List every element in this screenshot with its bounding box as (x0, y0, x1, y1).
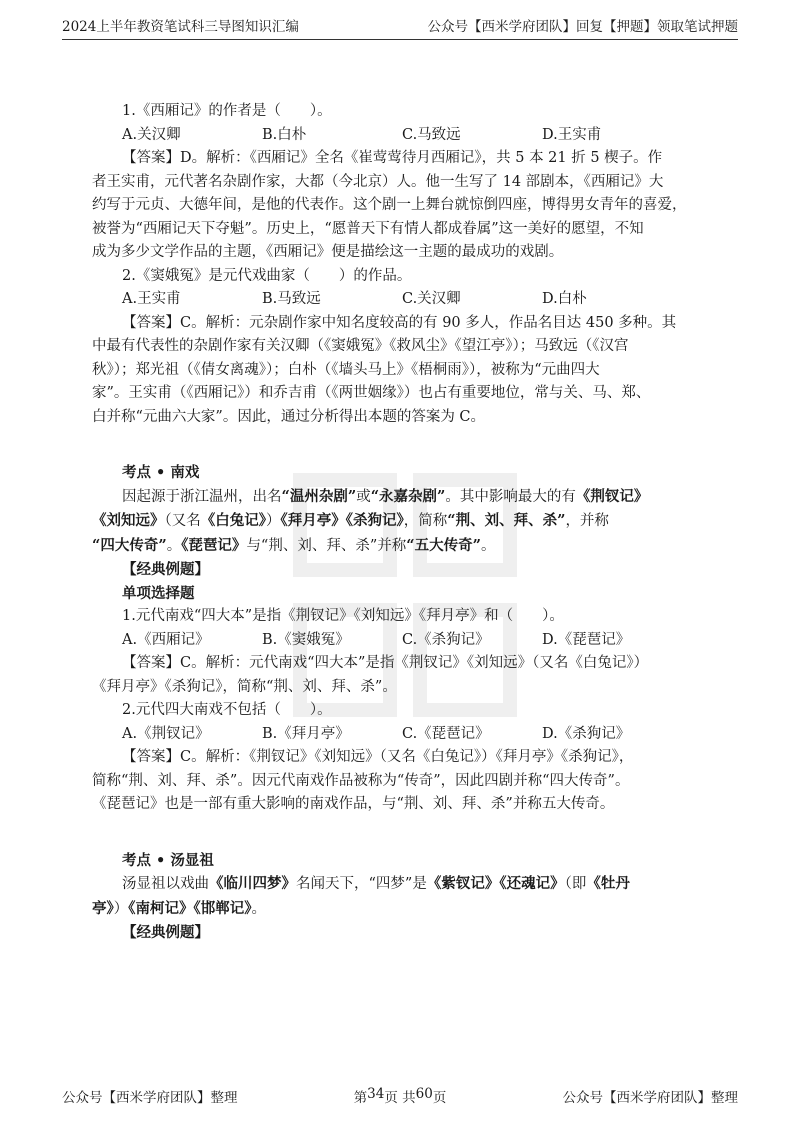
answer-line: 简称“荆、刘、拜、杀”。因元代南戏作品被称为“传奇”，因此四剧并称“四大传奇”。 (92, 772, 630, 789)
option: A.关汉卿 (122, 126, 181, 143)
text: 页 (432, 1090, 447, 1106)
page-header (62, 14, 738, 40)
answer-line: 白并称“元曲六大家”。因此，通过分析得出本题的答案为 C。 (92, 408, 486, 425)
option: B.《拜月亭》 (262, 725, 350, 742)
keyword: 《琵琶记》 (181, 536, 247, 554)
single-choice-label: 单项选择题 (122, 584, 195, 602)
option: C.《琵琶记》 (402, 725, 490, 742)
keyword: “四大传奇” (92, 536, 167, 554)
text: （即 (564, 876, 587, 892)
header-left-title: 2024上半年教资笔试科三导图知识汇编 (62, 19, 299, 35)
answer-line: 【答案】C。解析：元杂剧作家中知名度较高的有 90 多人，作品名目达 450 多种。其 (122, 314, 677, 331)
keyword: 《白兔记》 (200, 512, 266, 529)
question-1-stem: 1.《西厢记》的作者是（ ）。 (122, 103, 332, 119)
question-2-stem: 2.《窦娥冤》是元代戏曲家（ ）的作品。 (122, 267, 412, 284)
option: B.《窦娥冤》 (262, 631, 350, 648)
text: 汤显祖以戏曲 (122, 876, 209, 892)
keyword: “永嘉杂剧” (370, 487, 446, 505)
text: 。 (251, 900, 266, 917)
option: C.马致远 (402, 126, 461, 143)
keyword: 《荆钗记》 (575, 487, 649, 505)
text: ，并称 (565, 513, 609, 529)
current-page: 34 (367, 1086, 385, 1102)
text: 因起源于浙江温州，出名 (122, 488, 282, 505)
question-2-options (92, 288, 708, 312)
question-2-answer (92, 312, 708, 430)
question-1-answer (92, 147, 708, 265)
option: D.白朴 (542, 291, 587, 307)
answer-line: 《拜月亭》《杀狗记》，简称“荆、刘、拜、杀”。 (92, 678, 397, 695)
keyword: 《牡丹 (586, 875, 630, 892)
text: 与“荆、刘、拜、杀”并称 (246, 537, 407, 554)
document-body (92, 100, 708, 945)
option: A.王实甫 (122, 291, 181, 307)
option: A.《西厢记》 (122, 631, 210, 648)
answer-line: 《琵琶记》也是一部有重大影响的南戏作品，与“荆、刘、拜、杀”并称五大传奇。 (92, 796, 615, 812)
section-title-tang: 考点 • 汤显祖 (122, 851, 214, 869)
answer-line: 【答案】C。解析：元代南戏“四大本”是指《荆钗记》《刘知远》（又名《白兔记》） (122, 655, 649, 671)
answer-line: 被誉为“西厢记天下夺魁”。历史上，“愿普天下有情人都成眷属”这一美好的愿望，不知 (92, 220, 644, 237)
option: D.《琵琶记》 (542, 631, 631, 648)
keyword: “五大传奇” (406, 536, 481, 554)
nanxi-summary (92, 485, 708, 559)
answer-line: 【答案】C。解析：《荆钗记》《刘知远》（又名《白兔记》）《拜月亭》《杀狗记》， (122, 749, 634, 765)
keyword: “温州杂剧” (281, 487, 357, 505)
option: A.《荆钗记》 (122, 725, 210, 742)
nanxi-question-1-stem: 1.元代南戏“四大本”是指《荆钗记》《刘知远》《拜月亭》和（ ）。 (122, 608, 564, 624)
text: 或 (356, 488, 371, 505)
keyword: 《刘知远》 (92, 512, 165, 529)
nanxi-question-2-stem: 2.元代四大南戏不包括（ ）。 (122, 702, 332, 718)
text: （又名 (164, 513, 201, 529)
keyword: 《临川四梦》 (209, 875, 296, 892)
example-label: 【经典例题】 (122, 561, 209, 578)
answer-line: 约写于元贞、大德年间，是他的代表作。这个剧一上舞台就惊倒四座，博得男女青年的喜爱， (92, 197, 687, 213)
tang-summary (92, 872, 708, 921)
header-right-title: 公众号【西米学府团队】回复【押题】领取笔试押题 (427, 19, 738, 35)
answer-line: 秋》）；郑光祖（《倩女离魂》）；白朴（《墙头马上》《梧桐雨》），被称为“元曲四大 (92, 361, 600, 378)
text: 。 (166, 537, 182, 554)
option: D.王实甫 (542, 126, 602, 143)
section-title-nanxi: 考点 • 南戏 (122, 464, 200, 481)
text: 页 共 (384, 1090, 416, 1106)
text: 名闻天下，“四梦”是 (296, 876, 427, 892)
text: ） (113, 900, 129, 917)
page-footer (62, 1085, 738, 1107)
answer-line: 中最有代表性的杂剧作家有关汉卿（《窦娥冤》《救风尘》《望江亭》）；马致远（《汉宫 (92, 338, 629, 354)
text: ，简称 (403, 513, 448, 529)
text: 第 (353, 1090, 368, 1106)
text: 。其中影响最大的有 (445, 488, 576, 505)
answer-line: 【答案】D。解析：《西厢记》全名《崔莺莺待月西厢记》，共 5 本 21 折 5 楔子。作 (122, 150, 663, 166)
nanxi-question-2-answer (92, 746, 708, 817)
option: B.白朴 (262, 126, 307, 143)
question-1-options (92, 124, 708, 148)
option: B.马致远 (262, 291, 321, 307)
footer-right: 公众号【西米学府团队】整理 (562, 1090, 738, 1106)
keyword: 《拜月亭》《杀狗记》 (280, 512, 404, 529)
keyword: 《南柯记》《邯郸记》 (128, 899, 252, 917)
footer-left: 公众号【西米学府团队】整理 (62, 1090, 238, 1106)
example-label: 【经典例题】 (122, 924, 209, 941)
option: C.关汉卿 (402, 291, 461, 307)
option: D.《杀狗记》 (542, 725, 631, 742)
text: ） (266, 513, 281, 529)
option: C.《杀狗记》 (402, 631, 490, 648)
nanxi-question-2-options (92, 723, 708, 747)
keyword: 亭》 (92, 899, 114, 917)
answer-line: 成为多少文学作品的主题，《西厢记》便是描绘这一主题的最成功的戏剧。 (92, 244, 564, 260)
answer-line: 家”。王实甫（《西厢记》）和乔吉甫（《两世姻缘》）也占有重要地位，常与关、马、郑、 (92, 385, 651, 401)
nanxi-question-1-options (92, 629, 708, 653)
text: 。 (480, 537, 496, 554)
total-pages: 60 (415, 1086, 433, 1102)
nanxi-question-1-answer (92, 652, 708, 699)
answer-line: 者王实甫，元代著名杂剧作家，大都（今北京）人。他一生写了 14 部剧本，《西厢记》大 (92, 173, 664, 190)
page-number (354, 1086, 447, 1106)
keyword: 《紫钗记》《还魂记》 (426, 875, 565, 892)
keyword: “荆、刘、拜、杀” (447, 512, 566, 529)
